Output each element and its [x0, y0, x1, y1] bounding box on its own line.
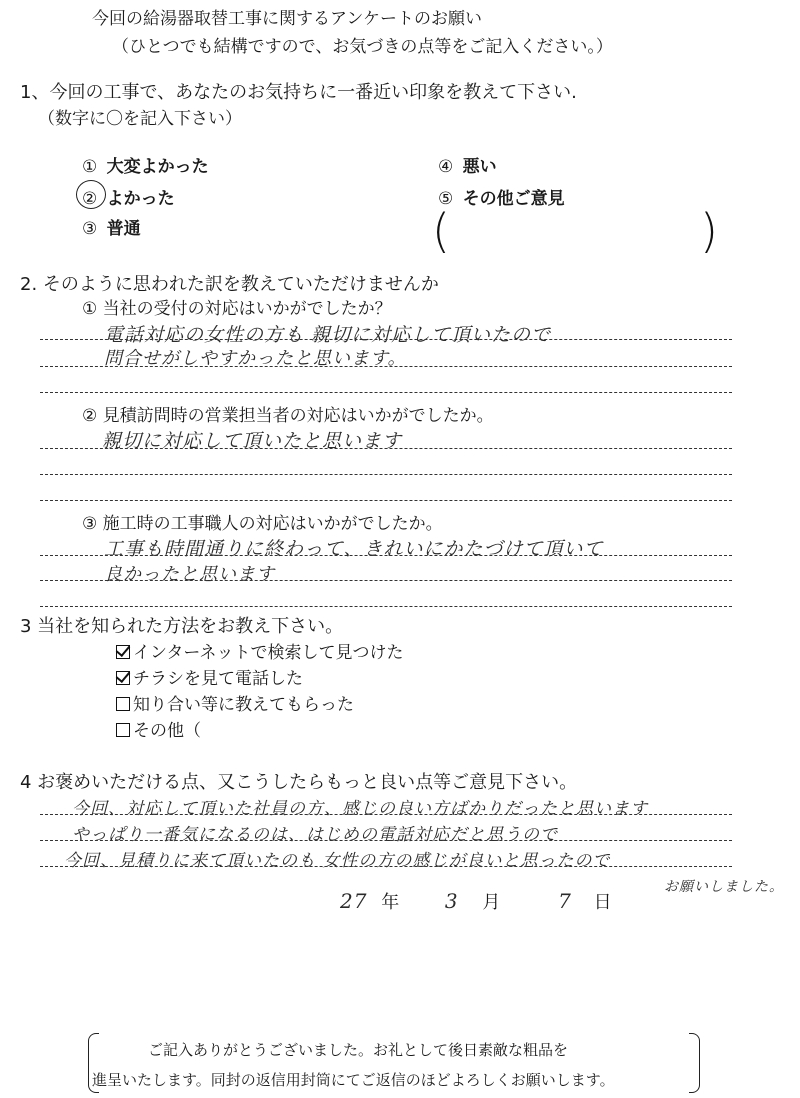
q3-option-3[interactable]	[116, 690, 354, 715]
date-day: 7	[558, 889, 572, 913]
footer-bracket-right	[689, 1033, 700, 1093]
date-month: 3	[444, 889, 459, 913]
q1-option-4-mark: ④	[438, 157, 454, 177]
checkbox-checked-icon[interactable]	[116, 671, 130, 685]
q3-option-2[interactable]	[116, 664, 303, 689]
date-month-unit: 月	[482, 892, 501, 913]
q1-option-5[interactable]	[438, 184, 565, 209]
date-year-unit: 年	[381, 892, 400, 913]
answer-line	[40, 866, 732, 867]
q2-sub-1-label: ① 当社の受付の対応はいかがでしたか？	[82, 299, 392, 319]
q4-answer-line-4: お願いしました。	[664, 879, 784, 895]
other-paren-close: )	[700, 204, 718, 258]
q4-answer-line-3: 今回、見積りに来て頂いたのも 女性の方の感じが良いと思ったので	[64, 851, 611, 871]
answer-line	[40, 580, 732, 581]
answer-line	[40, 606, 732, 607]
answer-line	[40, 555, 732, 556]
footer-line-1: ご記入ありがとうございました。お礼として後日素敵な粗品を	[148, 1041, 569, 1059]
q1-option-2-label: よかった	[106, 189, 175, 209]
q3-option-3-label: 知り合い等に教えてもらった	[133, 695, 354, 715]
q3-option-4[interactable]	[116, 716, 201, 741]
q1-option-3-mark: ③	[82, 219, 98, 239]
q2-sub-1-answer-line-1: 電話対応の女性の方も 親切に対応して頂いたので	[104, 324, 552, 346]
q3-question: 3 当社を知られた方法をお教え下さい。	[20, 616, 344, 637]
q2-sub-3-answer-line-2: 良かったと思います	[104, 564, 275, 585]
q2-sub-3-label: ③ 施工時の工事職人の対応はいかがでしたか。	[82, 514, 443, 534]
q4-question: 4 お褒めいただける点、又こうしたらもっと良い点等ご意見下さい。	[20, 772, 578, 793]
q2-question: 2. そのように思われた訳を教えていただけませんか	[20, 274, 439, 295]
date-day-unit: 日	[593, 892, 612, 913]
q1-option-1-mark: ①	[82, 157, 98, 177]
checkbox-icon[interactable]	[116, 723, 130, 737]
q3-option-2-label: チラシを見て電話した	[133, 669, 303, 689]
date-field	[340, 888, 612, 914]
q2-sub-2-label: ② 見積訪問時の営業担当者の対応はいかがでしたか。	[82, 406, 494, 426]
date-year: 27	[340, 889, 368, 913]
footer-note	[88, 1033, 700, 1093]
answer-line	[40, 500, 732, 501]
q1-question: 1、今回の工事で、あなたのお気持ちに一番近い印象を教えて下さい.	[20, 82, 577, 103]
q1-option-5-label: その他ご意見	[462, 189, 565, 209]
q1-instruction: （数字に〇を記入下さい）	[38, 109, 242, 129]
q4-answer-line-1: 今回、対応して頂いた社員の方、感じの良い方ばかりだったと思います	[72, 799, 648, 819]
checkbox-icon[interactable]	[116, 697, 130, 711]
answer-line	[40, 474, 732, 475]
q1-option-3[interactable]	[82, 214, 141, 239]
q2-sub-2-answer-line-1: 親切に対応して頂いたと思います	[102, 430, 403, 452]
answer-line	[40, 339, 732, 340]
answer-line	[40, 392, 732, 393]
answer-line	[40, 840, 732, 841]
q1-option-3-label: 普通	[106, 219, 141, 239]
checkbox-checked-icon[interactable]	[116, 645, 130, 659]
q3-option-1-label: インターネットで検索して見つけた	[133, 643, 404, 663]
form-subtitle: （ひとつでも結構ですので、お気づきの点等をご記入ください。）	[112, 37, 613, 57]
q2-sub-3-answer-line-1: 工事も時間通りに終わって、きれいにかたづけて頂いて	[104, 538, 604, 560]
q3-option-1[interactable]	[116, 638, 403, 663]
q1-option-4-label: 悪い	[462, 157, 497, 177]
answer-line	[40, 366, 732, 367]
answer-line	[40, 814, 732, 815]
q4-answer-line-2: やっぱり一番気になるのは、はじめの電話対応だと思うので	[72, 825, 558, 845]
form-title: 今回の給湯器取替工事に関するアンケートのお願い	[92, 9, 482, 29]
q1-option-5-mark: ⑤	[438, 189, 454, 209]
footer-line-2: 進呈いたします。同封の返信用封筒にてご返信のほどよろしくお願いします。	[92, 1071, 615, 1089]
q1-option-2-mark: ②	[82, 189, 98, 209]
q2-sub-1-answer-line-2: 問合せがしやすかったと思います。	[104, 348, 407, 369]
q3-option-4-label: その他（	[133, 721, 201, 741]
other-paren-open: (	[432, 204, 450, 258]
answer-line	[40, 448, 732, 449]
q1-option-4[interactable]	[438, 152, 497, 177]
q1-option-1-label: 大変よかった	[106, 157, 209, 177]
selected-circle-mark	[76, 180, 106, 209]
q1-option-1[interactable]	[82, 152, 209, 177]
